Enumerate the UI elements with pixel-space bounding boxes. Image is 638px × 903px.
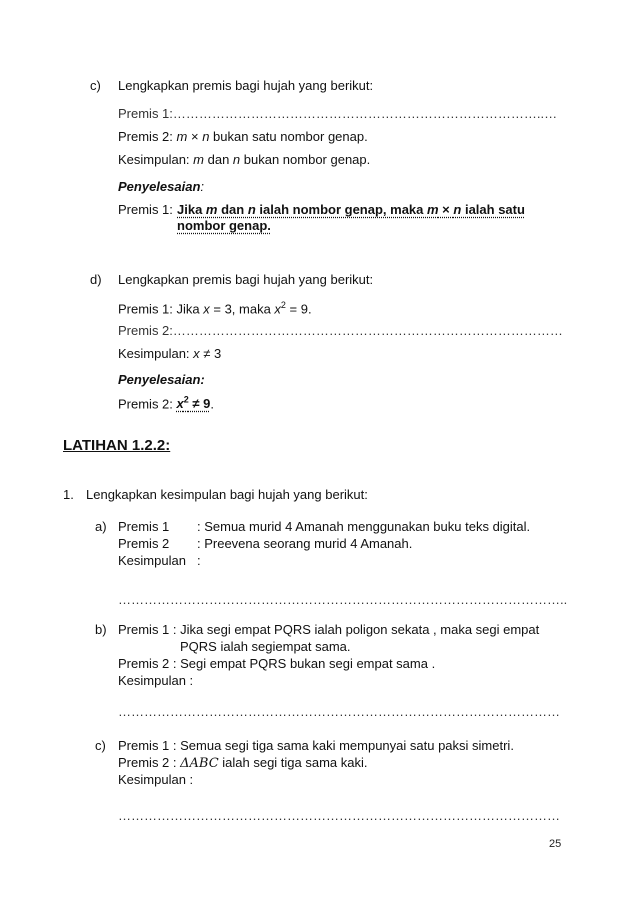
text: Jika (177, 202, 206, 217)
part-c-premis2 (118, 755, 368, 771)
question-1-label: 1. (63, 487, 74, 502)
text: Kesimpulan: (118, 346, 194, 361)
text: ialah nombor genap, maka (255, 202, 427, 217)
var-x: x (274, 301, 281, 317)
part-c-answer-blank[interactable]: ………………………………………………………………………………………… (118, 808, 560, 823)
answer-expression (177, 396, 211, 411)
part-a-kesimpulan-label: Kesimpulan (118, 553, 186, 568)
section-c-premis1-blank: Premis 1:…………………………………………………………………………..… (118, 106, 558, 121)
exponent: 2 (183, 395, 189, 405)
part-b-kesimpulan: Kesimpulan : (118, 673, 194, 688)
text: Penyelesaian (118, 179, 201, 194)
part-b-premis2: Premis 2 : Segi empat PQRS bukan segi empat sama . (118, 656, 436, 671)
section-d-penyelesaian: Penyelesaian: (118, 372, 205, 387)
section-d-instruction: Lengkapkan premis bagi hujah yang berikut: (118, 272, 374, 287)
text: dan (217, 202, 248, 217)
text: bukan nombor genap. (240, 152, 371, 167)
text: = 3, maka (209, 301, 275, 317)
part-c-label: c) (95, 738, 106, 753)
text: Premis 2: (118, 129, 177, 144)
text: : (200, 179, 205, 194)
part-a-premis1-label: Premis 1 (118, 519, 170, 534)
section-d-premis1 (118, 300, 312, 316)
var-n: n (453, 202, 462, 217)
part-a-label: a) (95, 519, 107, 534)
section-c-instruction: Lengkapkan premis bagi hujah yang berikut: (118, 78, 374, 93)
text: dan (204, 152, 233, 167)
question-1-text: Lengkapkan kesimpulan bagi hujah yang berikut: (86, 487, 368, 502)
text: Kesimpulan: (118, 152, 194, 167)
var-x: x (193, 346, 200, 361)
text: ≠ 3 (199, 346, 222, 361)
section-d-kesimpulan (118, 346, 221, 361)
section-c-label: c) (90, 78, 101, 93)
var-n: n (247, 202, 256, 217)
text: Premis 2: (118, 396, 177, 412)
part-c-kesimpulan: Kesimpulan : (118, 772, 194, 787)
part-b-answer-blank[interactable]: ………………………………………………………………………………………… (118, 704, 560, 719)
section-c-premis2 (118, 129, 368, 144)
var-x: x (203, 301, 210, 317)
var-n: n (232, 152, 241, 167)
part-a-premis2-label: Premis 2 (118, 536, 170, 551)
var-m: m (193, 152, 204, 167)
part-b-premis1: Premis 1 : Jika segi empat PQRS ialah poligon sekata , maka segi empat (118, 622, 540, 637)
section-d-label: d) (90, 272, 102, 287)
section-d-answer (118, 395, 214, 411)
part-a-premis1-text: : Semua murid 4 Amanah menggunakan buku teks digital. (197, 519, 531, 534)
text: × (187, 129, 203, 144)
var-n: n (202, 129, 210, 144)
text: ialah segi tiga sama kaki. (218, 755, 368, 770)
section-c-answer-line1 (177, 202, 525, 217)
part-b-premis1-cont: PQRS ialah segiempat sama. (180, 639, 351, 654)
part-a-premis2-text: : Preevena seorang murid 4 Amanah. (197, 536, 413, 551)
text: . (210, 396, 214, 412)
text: bukan satu nombor genap. (209, 129, 368, 144)
text: Premis 2 : (118, 755, 181, 770)
part-a-kesimpulan-colon: : (197, 553, 201, 568)
text: ≠ 9 (188, 396, 211, 412)
page-number: 25 (549, 838, 562, 850)
part-b-label: b) (95, 622, 107, 637)
section-c-kesimpulan (118, 152, 370, 167)
text: Premis 1: Jika (118, 301, 204, 317)
text: = 9. (285, 301, 312, 317)
text: × (438, 202, 454, 217)
part-a-answer-blank[interactable]: ………………………………………………………………………………………….. (118, 592, 568, 607)
section-c-answer-label: Premis 1: (118, 202, 173, 217)
var-x: x (176, 396, 184, 412)
section-d-premis2-blank: Premis 2:……………………………………………………………………………… (118, 323, 563, 338)
latihan-heading: LATIHAN 1.2.2: (63, 437, 171, 454)
part-c-premis1: Premis 1 : Semua segi tiga sama kaki mempunyai satu paksi simetri. (118, 738, 514, 753)
var-m: m (427, 202, 439, 217)
section-c-answer-line2: nombor genap. (177, 218, 271, 233)
section-c-penyelesaian (118, 179, 204, 194)
var-m: m (205, 202, 218, 217)
text: ialah satu (461, 202, 525, 217)
var-m: m (176, 129, 188, 144)
triangle-abc: ΔABC (180, 756, 219, 771)
exponent: 2 (280, 300, 286, 310)
